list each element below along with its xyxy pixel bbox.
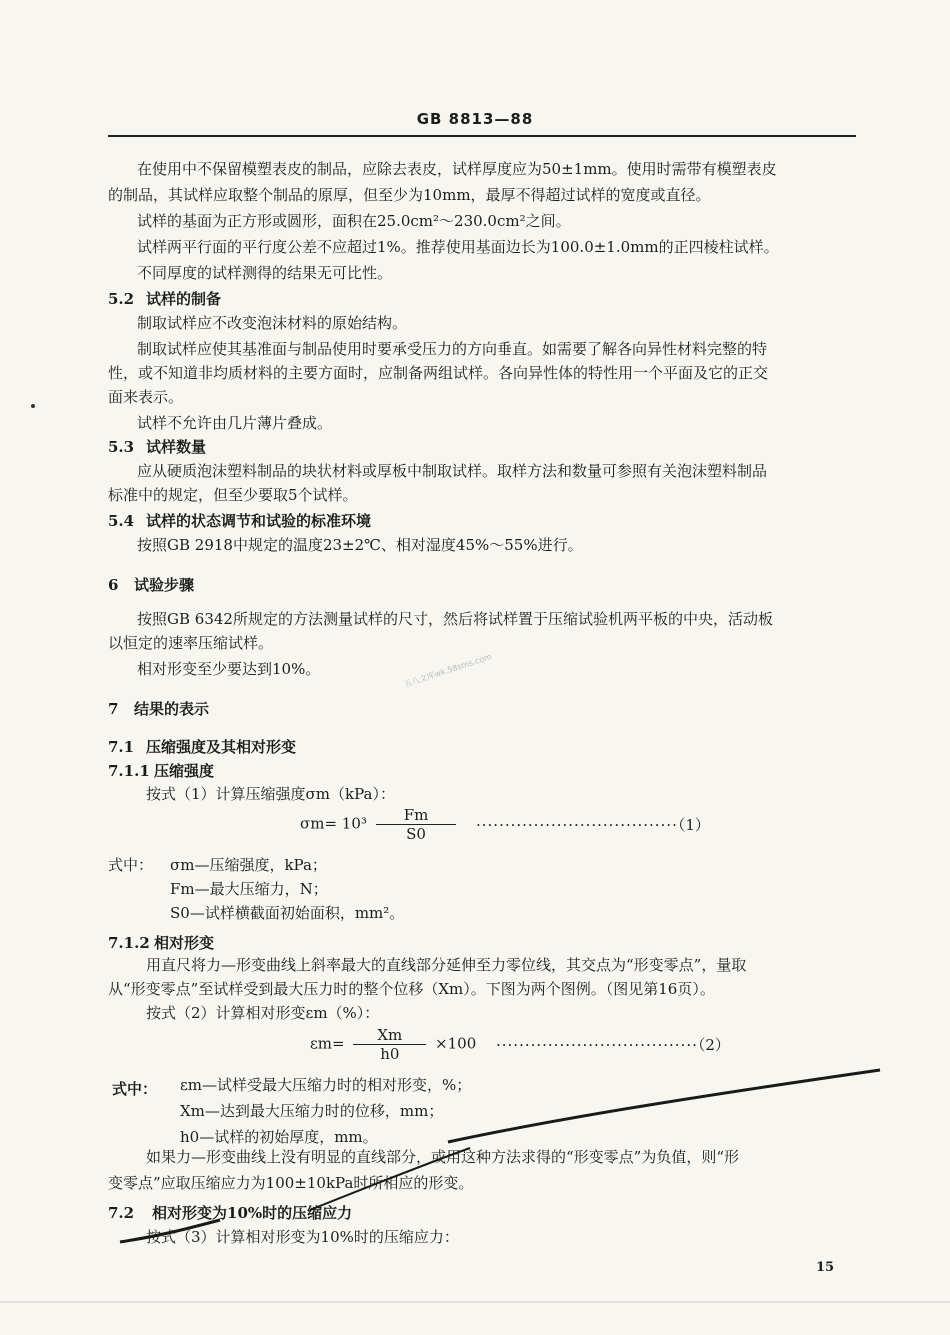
numerator: Xm [353, 1026, 426, 1045]
formula-number: （1） [677, 816, 710, 834]
denominator: h0 [380, 1045, 400, 1063]
pen-stroke [310, 1148, 470, 1210]
paragraph: 制取试样应不改变泡沫材料的原始结构。 [137, 314, 408, 332]
leader-dots: ··································· [476, 816, 678, 834]
where-line: h0—试样的初始厚度，mm。 [180, 1128, 378, 1146]
pen-stroke [120, 1220, 220, 1242]
paragraph: 的制品，其试样应取整个制品的原厚，但至少为10mm，最厚不得超过试样的宽度或直径。 [108, 186, 711, 204]
paragraph: 面来表示。 [108, 388, 184, 406]
paragraph: 从“形变零点”至试样受到最大压力时的整个位移（Xm）。下图为两个图例。（图见第16页）。 [108, 980, 715, 998]
heading-number: 5.2 [108, 290, 135, 308]
heading-title: 试样的状态调节和试验的标准环境 [146, 512, 372, 530]
heading-title: 试样的制备 [146, 290, 222, 308]
scan-speck [31, 404, 35, 408]
paragraph: 变零点”应取压缩应力为100±10kPa时所相应的形变。 [108, 1174, 474, 1192]
where-line: Fm—最大压缩力，N； [170, 880, 328, 898]
heading-number: 7.2 [108, 1204, 135, 1222]
paragraph: 标准中的规定，但至少要取5个试样。 [108, 486, 358, 504]
heading-title: 试验步骤 [134, 576, 195, 594]
where-line: S0—试样横截面初始面积，mm²。 [170, 904, 405, 922]
where-line: σm—压缩强度，kPa； [170, 856, 327, 874]
leader-dots: ··································· [496, 1036, 698, 1054]
heading-number: 7 [108, 700, 119, 718]
paragraph: 按式（3）计算相对形变为10%时的压缩应力： [146, 1228, 459, 1246]
paragraph: 试样不允许由几片薄片叠成。 [137, 414, 333, 432]
heading-title: 压缩强度及其相对形变 [146, 738, 297, 756]
paragraph: 按照GB 2918中规定的温度23±2℃、相对湿度45%～55%进行。 [137, 536, 583, 554]
paragraph: 在使用中不保留模塑表皮的制品，应除去表皮，试样厚度应为50±1mm。使用时需带有模塑表皮 [137, 160, 777, 178]
paragraph: 相对形变至少要达到10%。 [137, 660, 321, 678]
where-line: Xm—达到最大压缩力时的位移，mm； [180, 1102, 444, 1120]
paragraph: 应从硬质泡沫塑料制品的块状材料或厚板中制取试样。取样方法和数量可参照有关泡沫塑料制品 [137, 462, 768, 480]
heading-number: 7.1.1 [108, 762, 150, 780]
formula-rhs: ×100 [435, 1034, 477, 1053]
paragraph: 如果力—形变曲线上没有明显的直线部分，或用这种方法求得的“形变零点”为负值，则“形 [146, 1148, 740, 1166]
paragraph: 试样两平行面的平行度公差不应超过1%。推荐使用基面边长为100.0±1.0mm的正四棱柱试样。 [137, 238, 779, 256]
where-line: εm—试样受最大压缩力时的相对形变，%； [180, 1076, 472, 1094]
heading-title: 结果的表示 [134, 700, 210, 718]
heading-title: 压缩强度 [154, 762, 215, 780]
heading-title: 相对形变为10%时的压缩应力 [152, 1204, 353, 1222]
paragraph: 按式（2）计算相对形变εm（%）： [146, 1004, 380, 1022]
paragraph: 制取试样应使其基准面与制品使用时要承受压力的方向垂直。如需要了解各向异性材料完整的特 [137, 340, 768, 358]
pen-stroke [448, 1070, 880, 1142]
numerator: Fm [376, 806, 457, 825]
where-label: 式中： [112, 1080, 158, 1098]
paragraph: 用直尺将力—形变曲线上斜率最大的直线部分延伸至力零位线，其交点为“形变零点”，量取 [146, 956, 747, 974]
denominator: S0 [406, 825, 426, 843]
formula-lhs: εm= [310, 1034, 345, 1053]
paragraph: 不同厚度的试样测得的结果无可比性。 [137, 264, 393, 282]
watermark: 五八文库wk.58sms.com [402, 652, 493, 689]
heading-number: 7.1.2 [108, 934, 150, 952]
page-number: 15 [816, 1260, 835, 1275]
formula-lhs: σm= 10³ [300, 814, 367, 833]
paragraph: 以恒定的速率压缩试样。 [108, 634, 274, 652]
heading-number: 5.4 [108, 512, 135, 530]
heading-number: 6 [108, 576, 119, 594]
paragraph: 试样的基面为正方形或圆形，面积在25.0cm²～230.0cm²之间。 [137, 212, 571, 230]
where-label: 式中： [108, 856, 154, 874]
formula-number: （2） [697, 1036, 730, 1054]
document-header: GB 8813—88 [416, 110, 534, 128]
paragraph: 按式（1）计算压缩强度σm（kPa）： [146, 785, 395, 803]
heading-number: 7.1 [108, 738, 135, 756]
heading-title: 相对形变 [154, 934, 215, 952]
heading-number: 5.3 [108, 438, 135, 456]
heading-title: 试样数量 [146, 438, 207, 456]
paragraph: 按照GB 6342所规定的方法测量试样的尺寸，然后将试样置于压缩试验机两平板的中央，活动板 [137, 610, 773, 628]
paragraph: 性，或不知道非均质材料的主要方面时，应制备两组试样。各向异性体的特性用一个平面及它的正交 [108, 364, 769, 382]
